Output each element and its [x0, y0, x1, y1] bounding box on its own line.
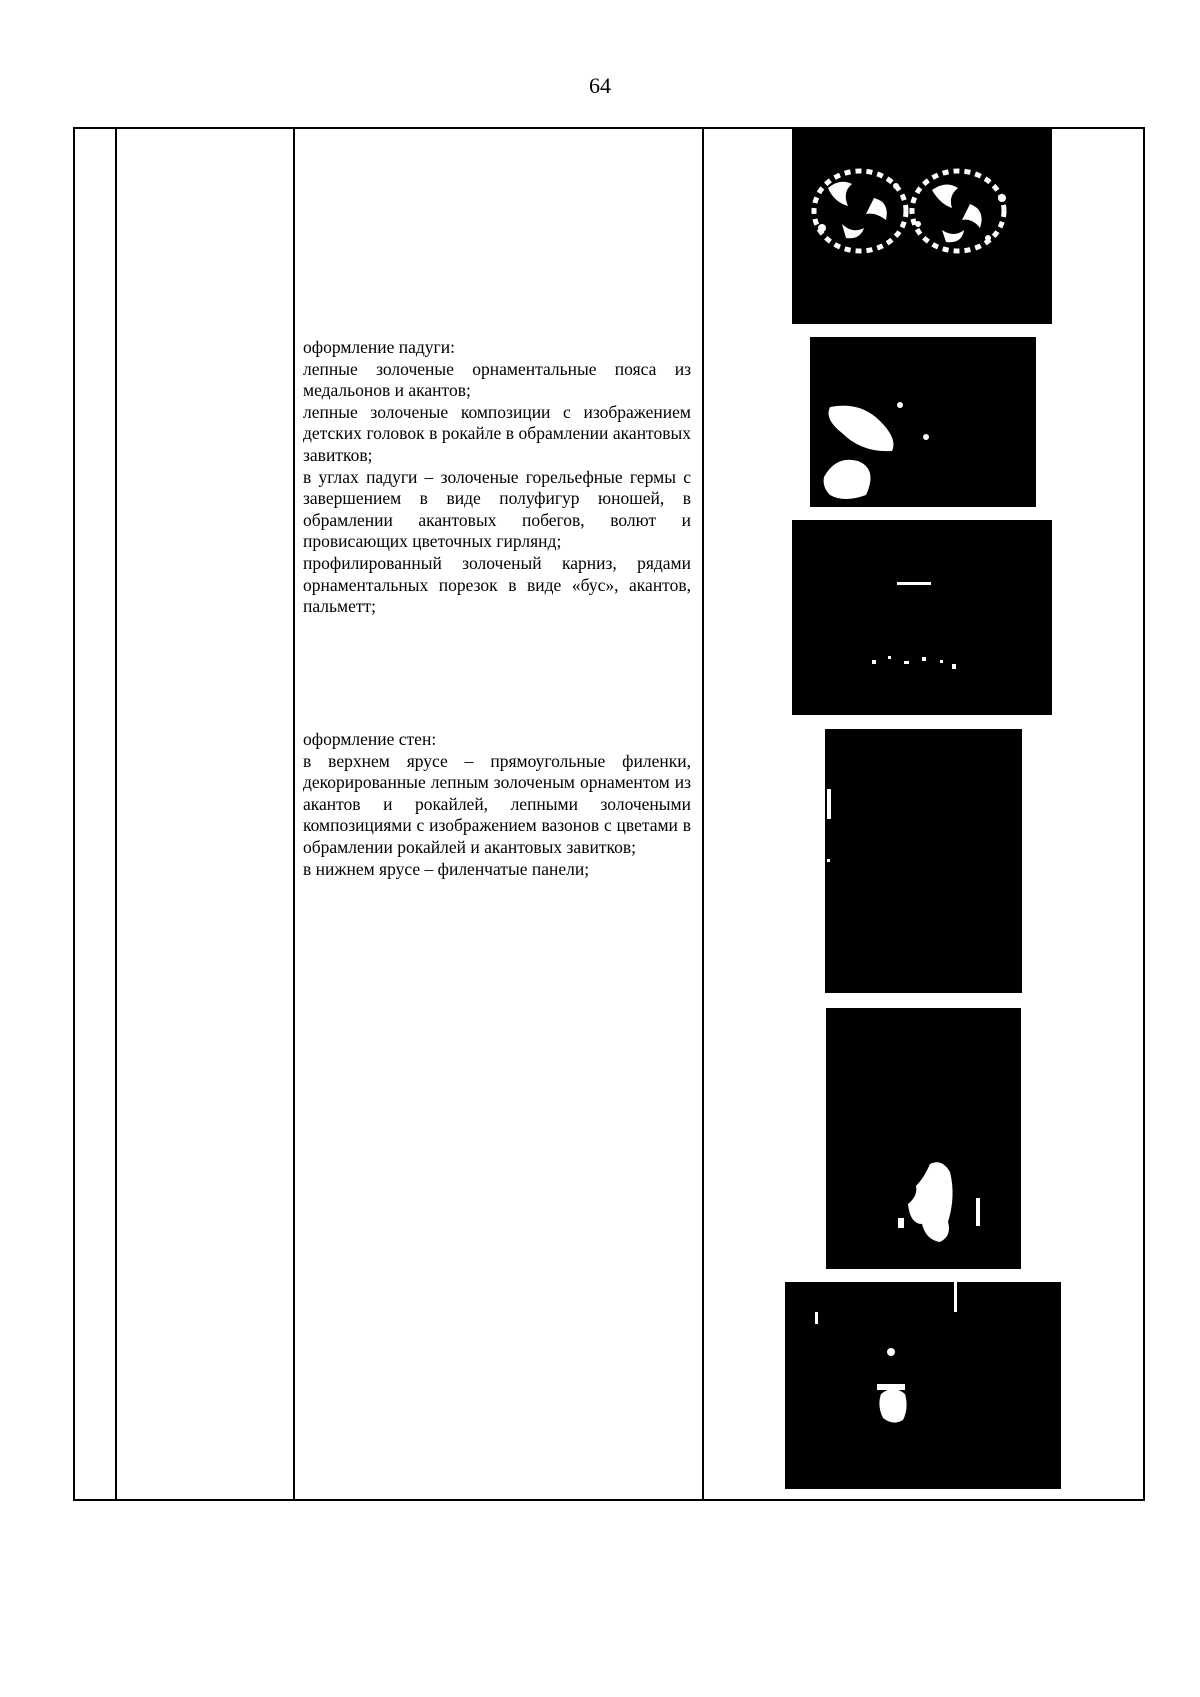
page-number: 64 — [589, 73, 611, 98]
photo-putto-heads — [810, 337, 1036, 507]
ceiling-line: профилированный золоченый карниз, рядами орнаментальных порезок в виде «бус», акантов, пальметт; — [303, 552, 691, 617]
photo-wall-vase-composition — [826, 1008, 1021, 1269]
walls-line: в верхнем ярусе – прямоугольные филенки, декорированные лепным золоченым орнаментом из акантов и рокайлей, лепными золочеными композициями с изображением вазонов с цветами в обрамлении рокайлей и акантовых завитков; — [303, 750, 691, 857]
walls-description — [303, 729, 691, 880]
column-divider-3 — [702, 129, 704, 1499]
ceiling-line: в углах падуги – золоченые горельефные гермы с завершением в виде полуфигур юношей, в обрамлении акантовых побегов, волют и провисающих цветочных гирлянд; — [303, 466, 691, 552]
walls-line: в нижнем ярусе – филенчатые панели; — [303, 858, 590, 879]
column-divider-1 — [115, 129, 117, 1499]
ceiling-line: лепные золоченые орнаментальные пояса из медальонов и акантов; — [303, 358, 691, 401]
ceiling-line: лепные золоченые композиции с изображением детских головок в рокайле в обрамлении акантовых завитков; — [303, 401, 691, 465]
walls-heading: оформление стен: — [303, 729, 437, 749]
photo-ceiling-medallions — [792, 128, 1052, 324]
column-divider-2 — [293, 129, 295, 1499]
photo-wall-panel-upper — [825, 729, 1022, 993]
ceiling-heading: оформление падуги: — [303, 337, 455, 357]
ceiling-description — [303, 337, 691, 618]
photo-corner-herms — [792, 520, 1052, 715]
photo-wall-lower-panel — [785, 1282, 1061, 1489]
